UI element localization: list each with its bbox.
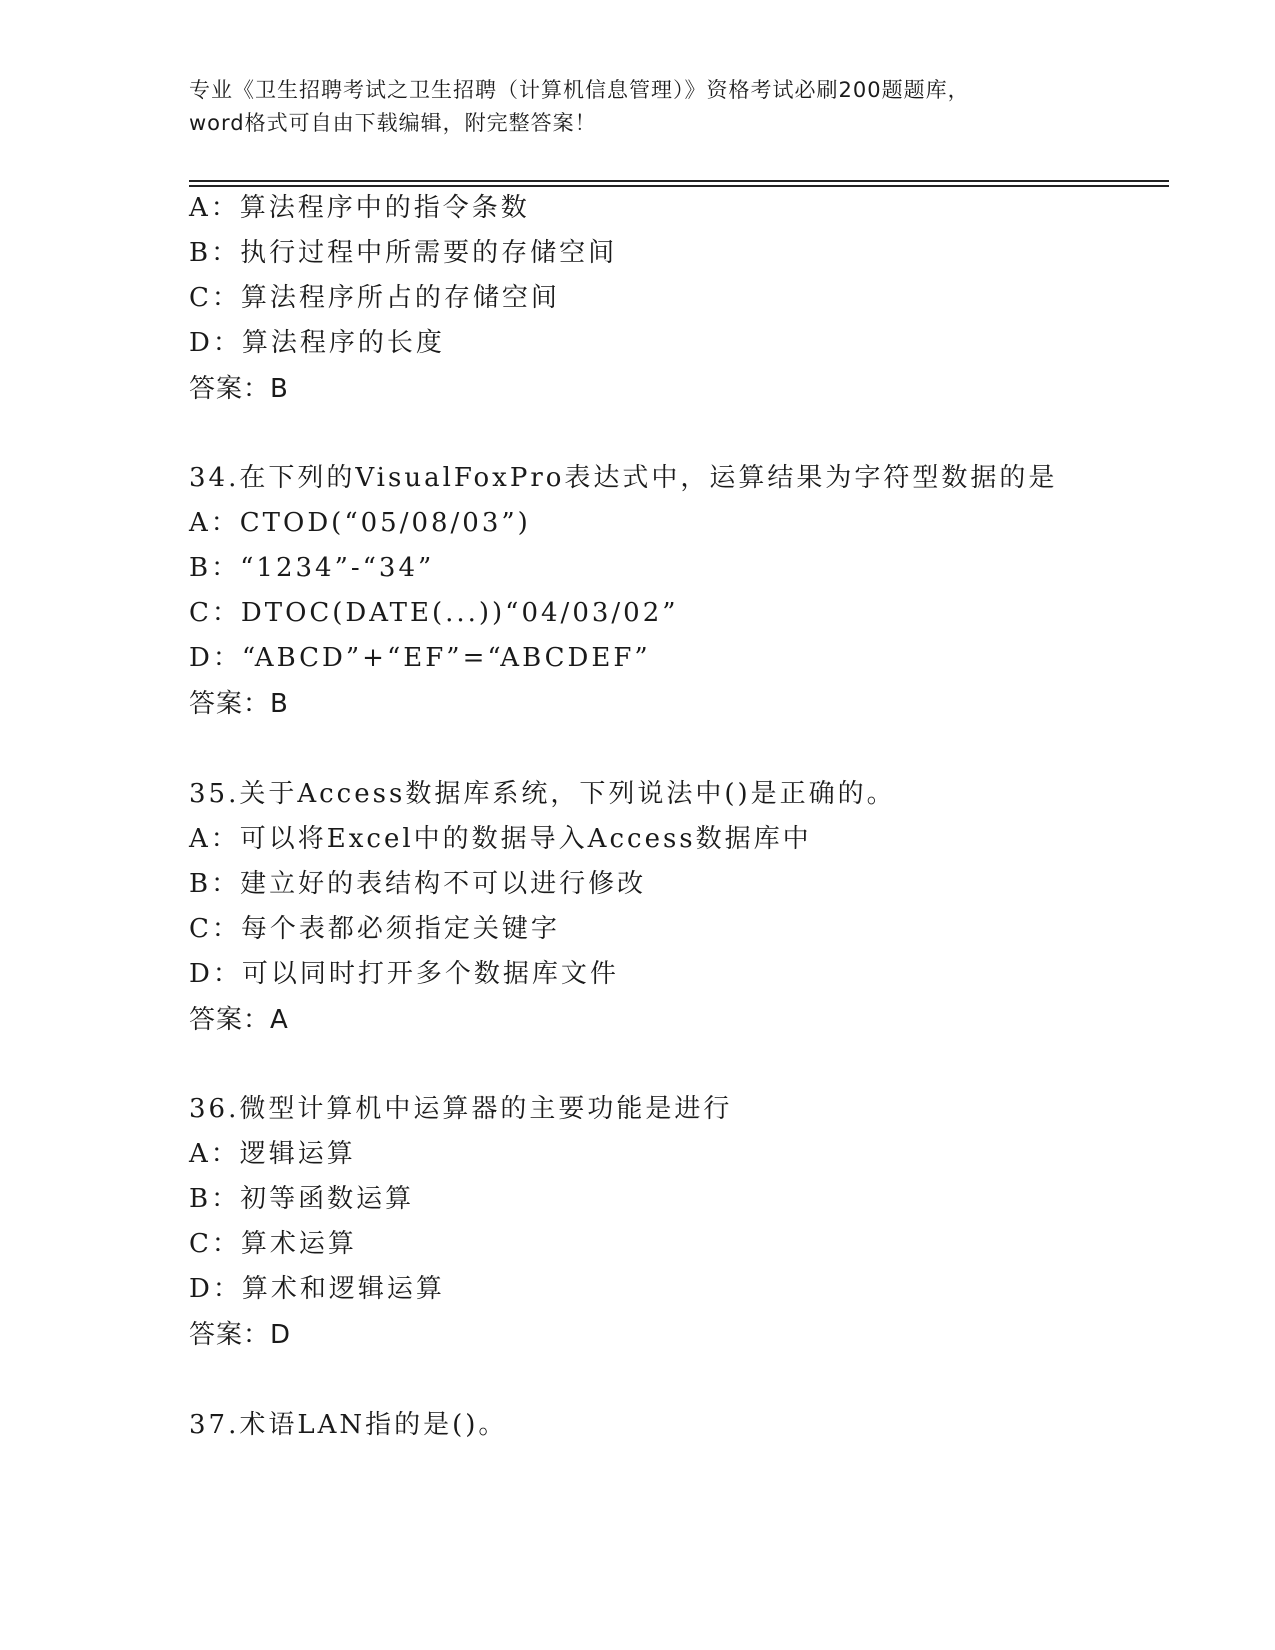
header-line-1: 专业《卫生招聘考试之卫生招聘（计算机信息管理）》资格考试必刷200题题库， — [189, 78, 970, 102]
option-d: D：“ABCD”+“EF”=“ABCDEF” — [189, 643, 651, 673]
document-header — [189, 74, 1089, 140]
option-c: C：DTOC(DATE(...))“04/03/02” — [189, 598, 679, 628]
question-stem: 34.在下列的VisualFoxPro表达式中，运算结果为字符型数据的是 — [189, 463, 1058, 493]
option-a: A：CTOD(“05/08/03”) — [189, 508, 531, 538]
option-c: C：算法程序所占的存储空间 — [189, 283, 560, 313]
option-a: A：算法程序中的指令条数 — [189, 193, 530, 223]
answer: 答案：D — [189, 1320, 292, 1350]
option-c: C：每个表都必须指定关键字 — [189, 914, 560, 944]
question-stem: 36.微型计算机中运算器的主要功能是进行 — [189, 1094, 733, 1124]
header-line-2: word格式可自由下载编辑，附完整答案！ — [189, 111, 597, 135]
header-divider-bottom — [189, 185, 1169, 187]
option-b: B：初等函数运算 — [189, 1184, 415, 1214]
option-d: D：算术和逻辑运算 — [189, 1274, 445, 1304]
question-stem: 37.术语LAN指的是()。 — [189, 1410, 508, 1440]
answer: 答案：B — [189, 374, 289, 404]
answer: 答案：B — [189, 689, 289, 719]
option-c: C：算术运算 — [189, 1229, 357, 1259]
option-b: B：执行过程中所需要的存储空间 — [189, 238, 618, 268]
answer: 答案：A — [189, 1005, 289, 1035]
question-stem: 35.关于Access数据库系统，下列说法中()是正确的。 — [189, 779, 896, 809]
option-b: B：“1234”-“34” — [189, 553, 435, 583]
option-a: A：逻辑运算 — [189, 1139, 356, 1169]
option-b: B：建立好的表结构不可以进行修改 — [189, 869, 647, 899]
option-a: A：可以将Excel中的数据导入Access数据库中 — [189, 824, 812, 854]
option-d: D：可以同时打开多个数据库文件 — [189, 959, 619, 989]
option-d: D：算法程序的长度 — [189, 328, 445, 358]
header-divider-top — [189, 180, 1169, 182]
